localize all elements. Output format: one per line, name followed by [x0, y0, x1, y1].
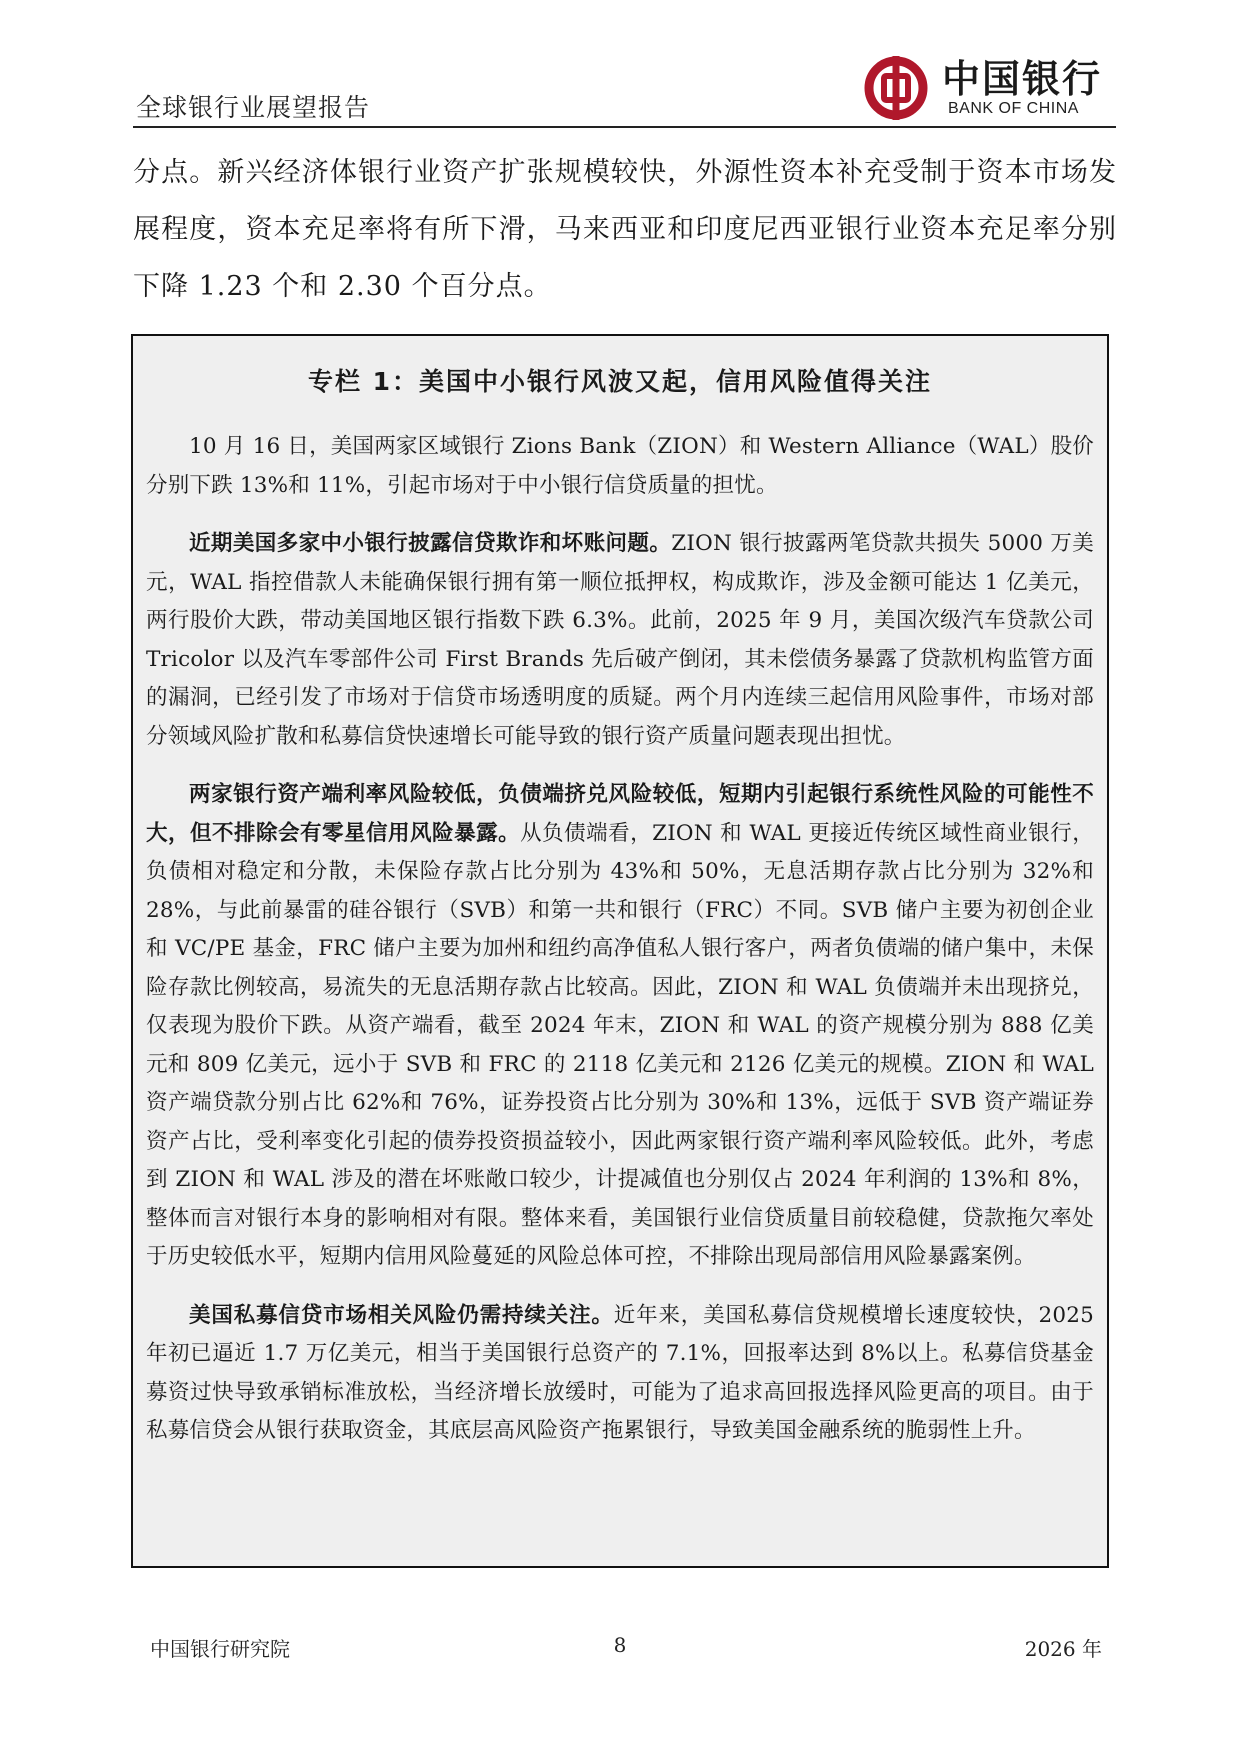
footer-institute: 中国银行研究院 — [150, 1637, 290, 1661]
column-paragraph-4 — [146, 1297, 1094, 1451]
column-title: 专栏 1：美国中小银行风波又起，信用风险值得关注 — [307, 367, 933, 396]
logo-english-text: BANK OF CHINA — [948, 100, 1079, 117]
column-paragraph-2 — [146, 525, 1094, 756]
paragraph-4-body: 近年来，美国私募信贷规模增长速度较快，2025 年初已逼近 1.7 万亿美元，相当于美国银行总资产的 7.1%，回报率达到 8%以上。私募信贷基金募资过快导致承销标准放松，当经济增长放缓时，可能为了追求高回报选择风险更高的项目。由于私募信贷会从银行获取资金，其底层高风险资产拖累银行，导致美国金融系统的脆弱性上升。 — [146, 1302, 1094, 1443]
column-paragraph-3 — [146, 776, 1094, 1277]
footer-year: 2026 年 — [1024, 1637, 1102, 1661]
header-divider — [133, 126, 1116, 128]
paragraph-2-heading: 近期美国多家中小银行披露信贷欺诈和坏账问题。 — [189, 531, 672, 556]
bank-of-china-emblem-icon — [862, 54, 930, 122]
paragraph-3-body: 从负债端看，ZION 和 WAL 更接近传统区域性商业银行，负债相对稳定和分散，未保险存款占比分别为 43%和 50%，无息活期存款占比分别为 32%和 28%，与此前暴雷的硅谷银行（SVB）和第一共和银行（FRC）不同。SVB 储户主要为初创企业和 VC/PE 基金，FRC 储户主要为加州和纽约高净值私人银行客户，两者负债端的储户集中，未保险存款比例较高，易流失的无息活期存款占比较高。因此，ZION 和 WAL 负债端并未出现挤兑，仅表现为股价下跌。从资产端看，截至 2024 年末，ZION 和 WAL 的资产规模分别为 888 亿美元和 809 亿美元，远小于 SVB 和 FRC 的 2118 亿美元和 2126 亿美元的规模。ZION 和 WAL 资产端贷款分别占比 62%和 76%，证券投资占比分别为 30%和 13%，远低于 SVB 资产端证券资产占比，受利率变化引起的债券投资损益较小，因此两家银行资产端利率风险较低。此外，考虑到 ZION 和 WAL 涉及的潜在坏账敞口较少，计提减值也分别仅占 2024 年利润的 13%和 8%，整体而言对银行本身的影响相对有限。整体来看，美国银行业信贷质量目前较稳健，贷款拖欠率处于历史较低水平，短期内信用风险蔓延的风险总体可控，不排除出现局部信用风险暴露案例。 — [146, 820, 1094, 1269]
column-box — [131, 334, 1109, 1568]
intro-text: 分点。新兴经济体银行业资产扩张规模较快，外源性资本补充受制于资本市场发展程度，资本充足率将有所下滑，马来西亚和印度尼西亚银行业资本充足率分别下降 1.23 个和 2.30 个百分点。 — [133, 157, 1117, 302]
report-title: 全球银行业展望报告 — [136, 93, 371, 122]
intro-paragraph — [133, 144, 1117, 315]
paragraph-4-heading: 美国私募信贷市场相关风险仍需持续关注。 — [189, 1302, 614, 1328]
paragraph-2-body: ZION 银行披露两笔贷款共损失 5000 万美元，WAL 指控借款人未能确保银行拥有第一顺位抵押权，构成欺诈，涉及金额可能达 1 亿美元，两行股价大跌，带动美国地区银行指数下跌 6.3%。此前，2025 年 9 月，美国次级汽车贷款公司 Tricolor 以及汽车零部件公司 First Brands 先后破产倒闭，其未偿债务暴露了贷款机构监管方面的漏洞，已经引发了市场对于信贷市场透明度的质疑。两个月内连续三起信用风险事件，市场对部分领域风险扩散和私募信贷快速增长可能导致的银行资产质量问题表现出担忧。 — [146, 531, 1094, 749]
column-paragraph-1: 10 月 16 日，美国两家区域银行 Zions Bank（ZION）和 Western Alliance（WAL）股价分别下跌 13%和 11%，引起市场对于中小银行信贷质量的担忧。 — [146, 434, 1094, 498]
page-number: 8 — [613, 1633, 627, 1657]
paragraph-3-heading: 两家银行资产端利率风险较低，负债端挤兑风险较低，短期内引起银行系统性风险的可能性不大，但不排除会有零星信用风险暴露。 — [146, 782, 1094, 846]
bank-logo — [862, 52, 1102, 124]
logo-chinese-text: 中国银行 — [942, 56, 1103, 101]
